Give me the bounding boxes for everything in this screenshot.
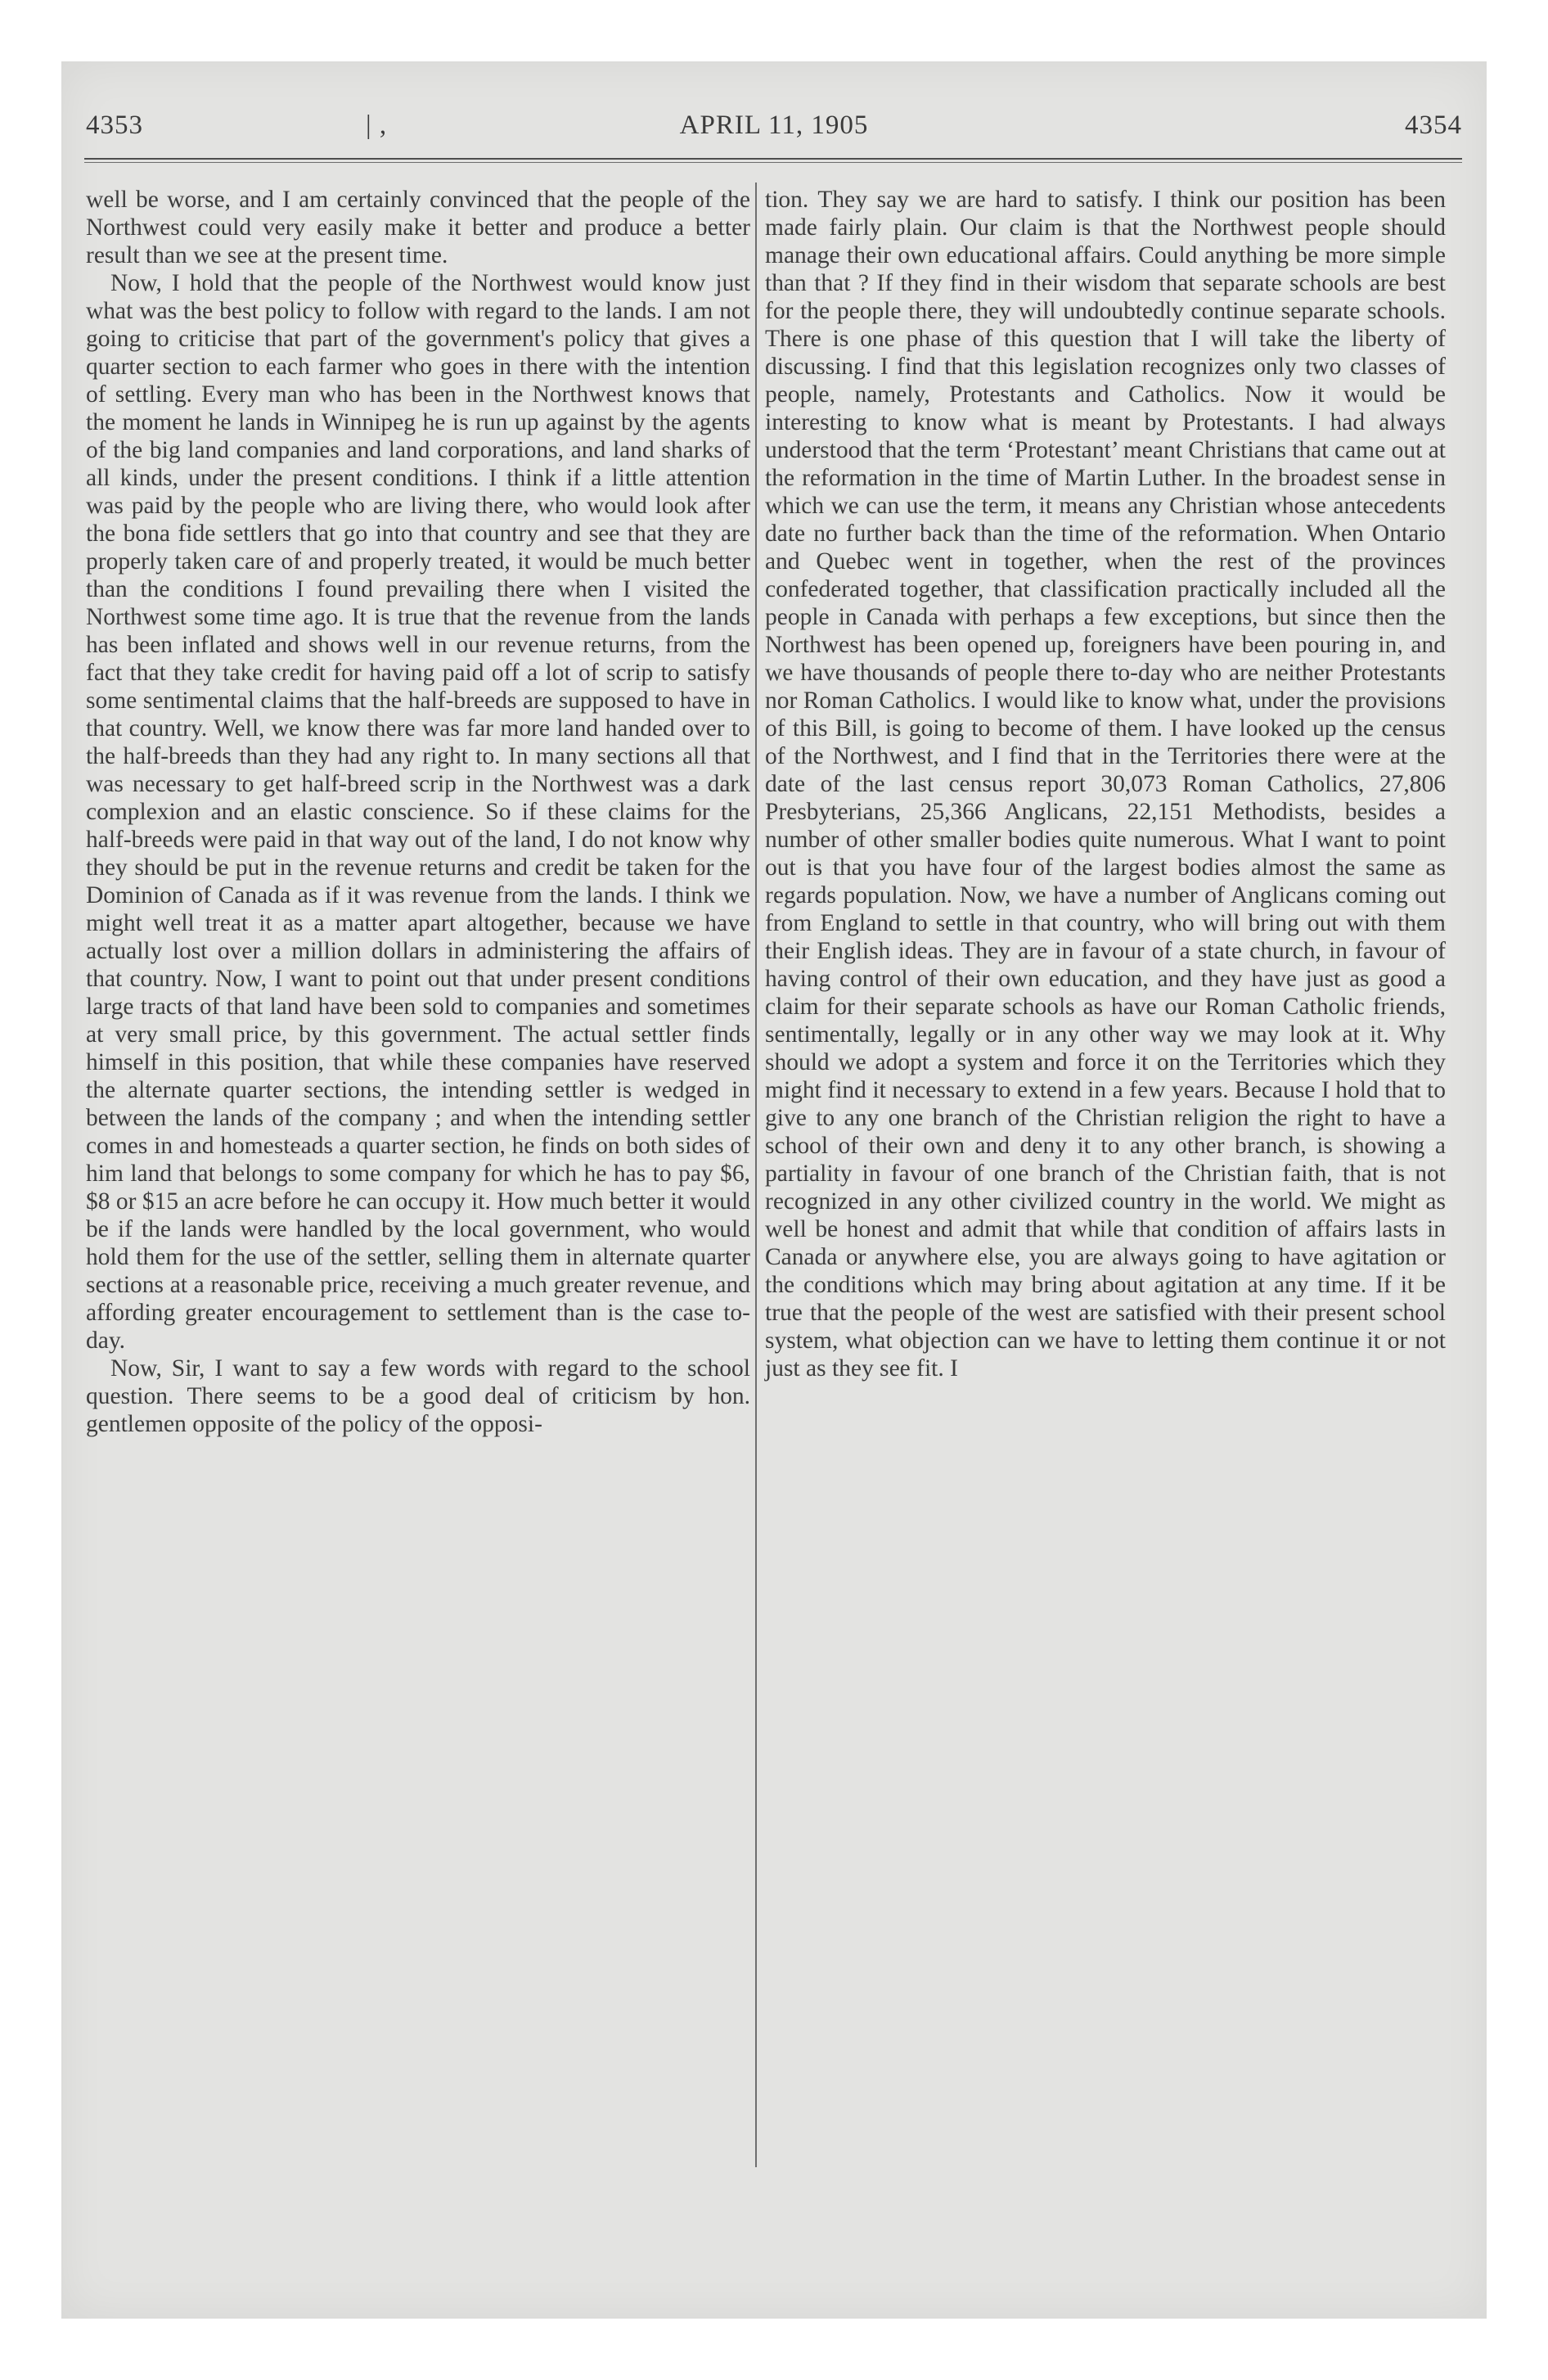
paragraph: tion. They say we are hard to satisfy. I think our position has been made fairly plain. Our claim is that the Northwest people should manage their own educational affairs. Could anything be more simple than that ? If they find in their wisdom that separate schools are best for the people there, they will undoubtedly continue separate schools. There is one phase of this question that I will take the liberty of discussing. I find that this legislation recognizes only two classes of people, namely, Protestants and Catholics. Now it would be interesting to know what is meant by Protestants. I had always understood that the term ‘Protestant’ meant Christians that came out at the reformation in the time of Martin Luther. In the broadest sense in which we can use the term, it means any Christian whose antecedents date no further back than the time of the reformation. When Ontario and Quebec went in together, when the rest of the provinces confederated together, that classification practically included all the people in Canada with perhaps a few exceptions, but since then the Northwest has been opened up, foreigners have been pouring in, and we have thousands of people there to-day who are neither Protestants nor Roman Catholics. I would like to know what, under the provisions of this Bill, is going to become of them. I have looked up the census of the Northwest, and I find that in the Territories there were at the date of the last census report 30,073 Roman Catholics, 27,806 Presbyterians, 25,366 Anglicans, 22,151 Methodists, besides a number of other smaller bodies quite numerous. What I want to point out is that you have four of the largest bodies almost the same as regards population. Now, we have a number of Anglicans coming out from England to settle in that country, who will bring out with them their English ideas. They are in favour of a state church, in favour of having control of their own education, and they have just as good a claim for their separate schools as have our Roman Catholic friends, sentimentally, legally or in any other way we may look at it. Why should we adopt a system and force it on the Territories which they might find it necessary to extend in a few years. Because I hold that to give to any one branch of the Christian religion the right to have a school of their own and deny it to any other branch, is showing a partiality in favour of one branch of the Christian faith, that is not recognized in any other civilized country in the world. We might as well be honest and admit that while that condition of affairs lasts in Canada or anywhere else, you are always going to have agitation or the conditions which may bring about agitation at any time. If it be true that the people of the west are satisfied with their present school system, what objection can we have to letting them continue it or not just as they see fit. I	[765, 187, 1446, 1382]
page-number-left: 4353	[86, 110, 143, 140]
page-number-right: 4354	[1405, 110, 1462, 140]
paragraph: Now, I hold that the people of the Northwest would know just what was the best policy to follow with regard to the lands. I am not going to criticise that part of the government's policy that gives a quarter section to each farmer who goes in there with the intention of settling. Every man who has been in the Northwest knows that the moment he lands in Winnipeg he is run up against by the agents of the big land companies and land corporations, and land sharks of all kinds, under the present conditions. I think if a little attention was paid by the people who are living there, who would look after the bona fide settlers that go into that country and see that they are properly taken care of and properly treated, it would be much better than the conditions I found prevailing there when I visited the Northwest some time ago. It is true that the revenue from the lands has been inflated and shows well in our revenue returns, from the fact that they take credit for having paid off a lot of scrip to satisfy some sentimental claims that the half-breeds are supposed to have in that country. Well, we know there was far more land handed over to the half-breeds than they had any right to. In many sections all that was necessary to get half-breed scrip in the Northwest was a dark complexion and an elastic conscience. So if these claims for the half-breeds were paid in that way out of the land, I do not know why they should be put in the revenue returns and credit be taken for the Dominion of Canada as if it was revenue from the lands. I think we might well treat it as a matter apart altogether, because we have actually lost over a million dollars in administering the affairs of that country. Now, I want to point out that under present conditions large tracts of that land have been sold to companies and sometimes at very small price, by this government. The actual settler finds himself in this position, that while these companies have reserved the alternate quarter sections, the intending settler is wedged in between the lands of the company ; and when the intending settler comes in and homesteads a quarter section, he finds on both sides of him land that belongs to some company for which he has to pay $6, $8 or $15 an acre before he can occupy it. How much better it would be if the lands were handled by the local government, who would hold them for the use of the settler, selling them in alternate quarter sections at a reasonable price, receiving a much greater revenue, and affording greater encouragement to settlement than is the case to-day.	[86, 270, 750, 1354]
right-column	[765, 186, 1446, 1382]
stray-marks: | ,	[366, 110, 388, 140]
page-header	[61, 110, 1487, 151]
left-column	[86, 186, 750, 1438]
paragraph: Now, Sir, I want to say a few words with regard to the school question. There seems to be a good deal of criticism by hon. gentlemen opposite of the policy of the opposi-	[86, 1355, 750, 1437]
hansard-page	[61, 61, 1487, 2319]
header-date: APRIL 11, 1905	[679, 110, 869, 140]
header-rule	[84, 158, 1462, 163]
column-divider	[755, 183, 757, 2167]
paragraph: well be worse, and I am certainly convinced that the people of the Northwest could very easily make it better and produce a better result than we see at the present time.	[86, 187, 750, 268]
